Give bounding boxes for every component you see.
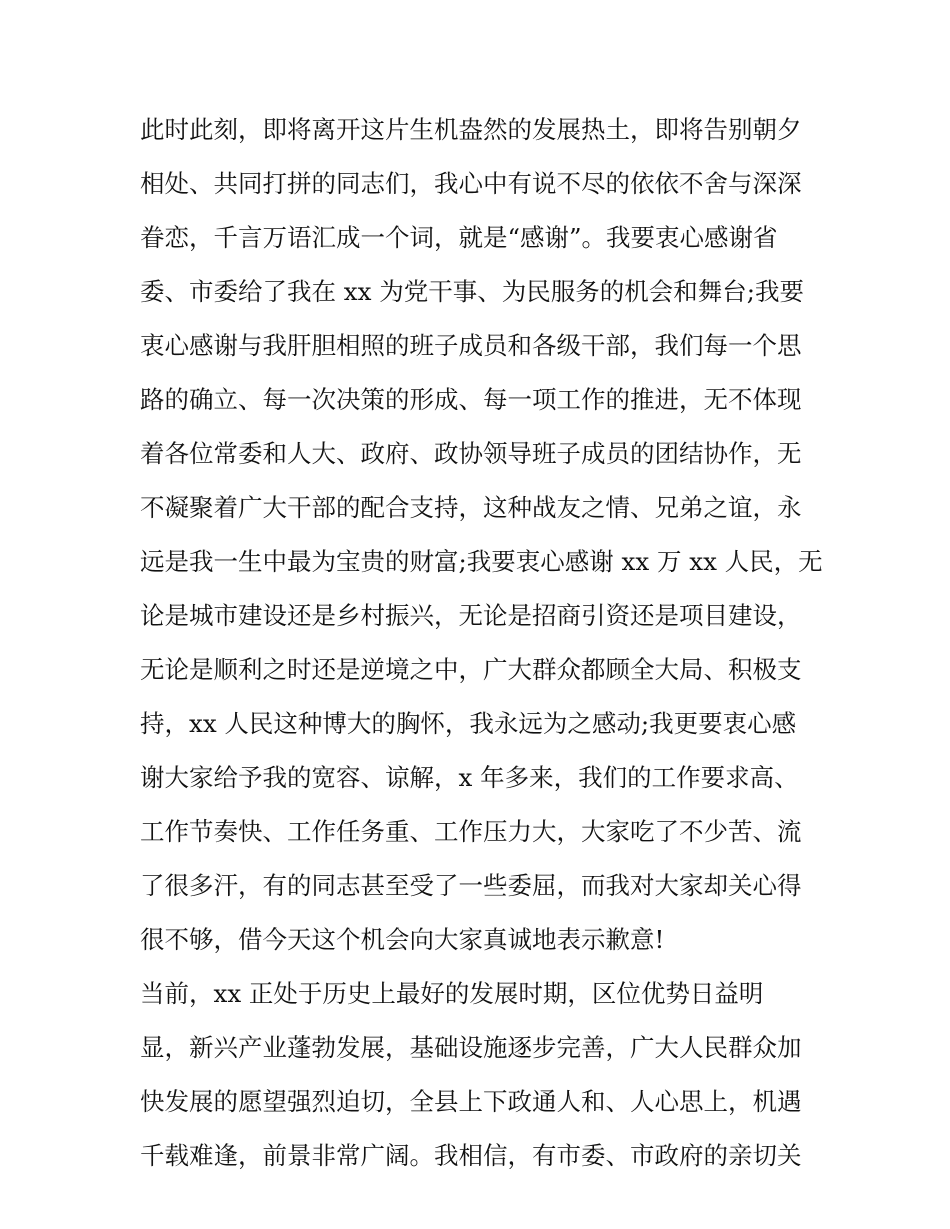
text-line: 显，新兴产业蓬勃发展，基础设施逐步完善，广大人民群众加 xyxy=(140,1033,802,1062)
text-line: 了很多汗，有的同志甚至受了一些委屈，而我对大家却关心得 xyxy=(140,871,802,900)
text-line: 不凝聚着广大干部的配合支持，这种战友之情、兄弟之谊，永 xyxy=(140,493,802,522)
body-text xyxy=(140,103,823,1183)
text-line: 无论是顺利之时还是逆境之中，广大群众都顾全大局、积极支 xyxy=(140,655,802,684)
text-line: 路的确立、每一次决策的形成、每一项工作的推进，无不体现 xyxy=(140,385,802,414)
text-line: 很不够，借今天这个机会向大家真诚地表示歉意! xyxy=(140,925,665,954)
text-line: 谢大家给予我的宽容、谅解，x 年多来，我们的工作要求高、 xyxy=(140,763,799,792)
text-line: 着各位常委和人大、政府、政协领导班子成员的团结协作，无 xyxy=(140,439,802,468)
text-line: 眷恋，千言万语汇成一个词，就是“感谢”。我要衷心感谢省 xyxy=(140,223,778,252)
text-line: 此时此刻，即将离开这片生机盎然的发展热土，即将告别朝夕 xyxy=(140,115,802,144)
text-line: 工作节奏快、工作任务重、工作压力大，大家吃了不少苦、流 xyxy=(140,817,802,846)
text-line: 委、市委给了我在 xx 为党干事、为民服务的机会和舞台;我要 xyxy=(140,277,804,306)
text-line: 千载难逢，前景非常广阔。我相信，有市委、市政府的亲切关 xyxy=(140,1141,802,1170)
text-line: 当前，xx 正处于历史上最好的发展时期，区位优势日益明 xyxy=(140,979,764,1008)
text-line: 衷心感谢与我肝胆相照的班子成员和各级干部，我们每一个思 xyxy=(140,331,802,360)
text-line: 远是我一生中最为宝贵的财富;我要衷心感谢 xx 万 xx 人民，无 xyxy=(140,547,823,576)
text-line: 论是城市建设还是乡村振兴，无论是招商引资还是项目建设， xyxy=(140,601,802,630)
text-line: 相处、共同打拼的同志们，我心中有说不尽的依依不舍与深深 xyxy=(140,169,802,198)
text-line: 持，xx 人民这种博大的胸怀，我永远为之感动;我更要衷心感 xyxy=(140,709,797,738)
text-line: 快发展的愿望强烈迫切，全县上下政通人和、人心思上，机遇 xyxy=(140,1087,802,1116)
